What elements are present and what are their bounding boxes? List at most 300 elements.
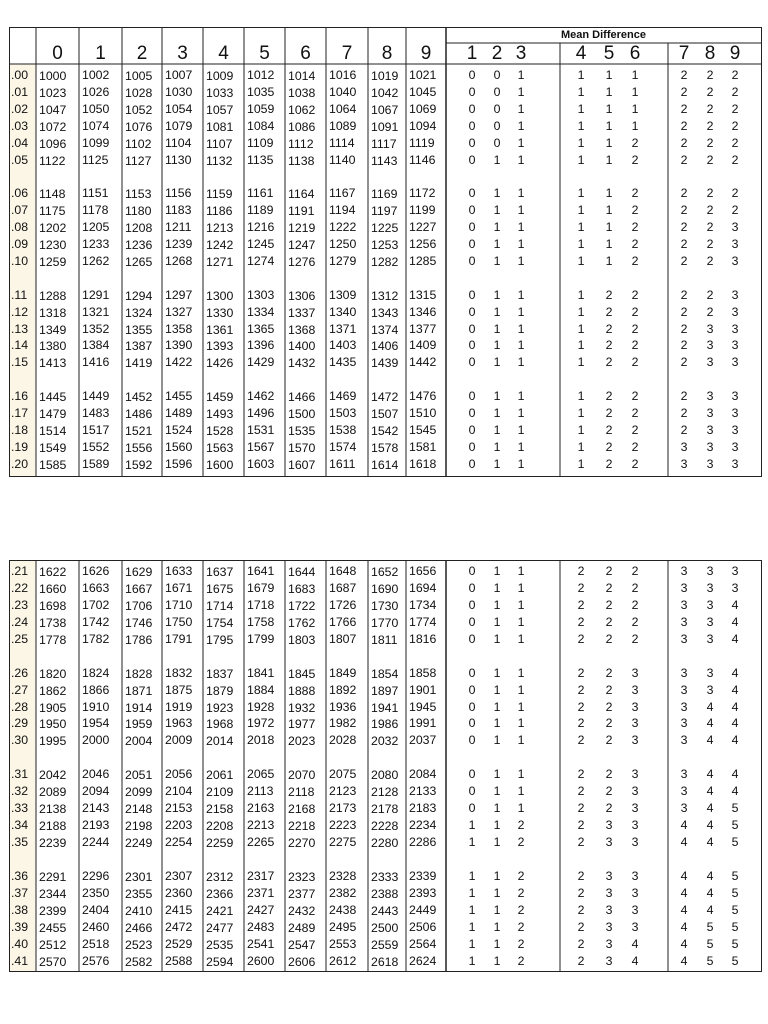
mean-difference-value: 1 bbox=[577, 203, 585, 218]
antilog-value: 1216 bbox=[247, 220, 275, 235]
mean-difference-value: 0 bbox=[468, 580, 476, 595]
mean-difference-value: 1 bbox=[517, 101, 525, 116]
antilog-value: 1897 bbox=[371, 683, 399, 698]
antilog-value: 1556 bbox=[125, 440, 153, 455]
column-header-0: 0 bbox=[52, 43, 63, 64]
row-label: .16 bbox=[11, 389, 29, 404]
antilog-value: 1419 bbox=[125, 356, 153, 371]
row-label: .29 bbox=[11, 716, 29, 731]
antilog-value: 1327 bbox=[165, 304, 193, 319]
antilog-value: 1052 bbox=[125, 102, 153, 117]
antilog-value: 1023 bbox=[39, 85, 67, 100]
antilog-value: 1698 bbox=[39, 598, 67, 613]
antilog-value: 2239 bbox=[39, 836, 67, 850]
mean-difference-value: 3 bbox=[680, 439, 688, 454]
column-header-1: 1 bbox=[95, 43, 106, 64]
antilog-value: 2307 bbox=[165, 869, 193, 884]
antilog-value: 1297 bbox=[165, 287, 193, 302]
row-label: .40 bbox=[11, 936, 29, 951]
antilog-value: 1656 bbox=[409, 564, 437, 578]
mean-difference-value: 1 bbox=[631, 68, 639, 82]
mean-difference-value: 1 bbox=[493, 682, 501, 697]
antilog-value: 2455 bbox=[39, 920, 67, 935]
mean-difference-value: 1 bbox=[605, 84, 613, 99]
antilog-value: 1365 bbox=[247, 321, 275, 336]
mean-difference-value: 1 bbox=[577, 253, 585, 268]
mean-difference-value: 2 bbox=[680, 253, 688, 268]
antilog-value: 1094 bbox=[409, 118, 437, 133]
mean-difference-value: 2 bbox=[680, 220, 688, 235]
column-header-5: 5 bbox=[259, 43, 270, 64]
mean-difference-value: 1 bbox=[577, 287, 585, 302]
mean-difference-value: 1 bbox=[517, 152, 525, 167]
antilog-value: 1199 bbox=[409, 203, 436, 218]
mean-difference-value: 1 bbox=[493, 869, 501, 884]
antilog-value: 1349 bbox=[39, 322, 67, 337]
antilog-value: 1766 bbox=[329, 614, 357, 629]
antilog-value: 1406 bbox=[371, 339, 399, 354]
mean-difference-value: 2 bbox=[680, 118, 688, 133]
mean-difference-value: 4 bbox=[731, 631, 739, 646]
row-label: .34 bbox=[11, 818, 29, 833]
mean-difference-value: 2 bbox=[706, 84, 714, 99]
antilog-value: 1256 bbox=[409, 237, 437, 251]
antilog-value: 2415 bbox=[165, 902, 193, 917]
mean-difference-value: 0 bbox=[468, 68, 476, 82]
mean-difference-value: 1 bbox=[517, 355, 525, 370]
antilog-value: 1306 bbox=[288, 288, 316, 303]
mean-difference-value: 3 bbox=[605, 886, 613, 900]
mean-difference-value: 1 bbox=[493, 936, 501, 951]
antilog-value: 1222 bbox=[329, 220, 357, 235]
antilog-value: 2032 bbox=[371, 734, 399, 749]
antilog-value: 1324 bbox=[125, 305, 153, 320]
antilog-value: 1687 bbox=[329, 580, 357, 595]
mean-difference-value: 1 bbox=[605, 203, 613, 218]
antilog-value: 1445 bbox=[39, 390, 67, 405]
mean-difference-value: 1 bbox=[577, 68, 585, 82]
antilog-value: 1585 bbox=[39, 457, 67, 472]
md-column-header-6: 6 bbox=[629, 43, 641, 64]
antilog-value: 1130 bbox=[165, 152, 192, 167]
antilog-value: 1318 bbox=[39, 305, 67, 320]
mean-difference-value: 3 bbox=[731, 287, 739, 302]
row-label: .26 bbox=[11, 665, 29, 680]
row-label: .19 bbox=[11, 439, 29, 454]
antilog-value: 1140 bbox=[329, 152, 356, 167]
antilog-value: 2014 bbox=[206, 734, 234, 749]
antilog-value: 1603 bbox=[247, 456, 275, 471]
antilog-value: 1000 bbox=[39, 69, 67, 83]
mean-difference-value: 1 bbox=[517, 631, 525, 646]
antilog-value: 1426 bbox=[206, 356, 234, 371]
mean-difference-value: 0 bbox=[468, 389, 476, 404]
mean-difference-value: 0 bbox=[493, 135, 501, 150]
row-label: .36 bbox=[11, 869, 29, 884]
antilog-value: 1542 bbox=[371, 423, 399, 438]
antilog-value: 1517 bbox=[82, 422, 110, 437]
mean-difference-value: 3 bbox=[706, 389, 714, 404]
mean-difference-value: 2 bbox=[680, 203, 688, 218]
mean-difference-value: 3 bbox=[631, 835, 639, 849]
mean-difference-value: 2 bbox=[706, 186, 714, 201]
antilog-value: 1778 bbox=[39, 632, 67, 647]
mean-difference-value: 5 bbox=[731, 953, 739, 968]
antilog-value: 1330 bbox=[206, 305, 234, 320]
row-label: .10 bbox=[11, 253, 29, 268]
mean-difference-value: 2 bbox=[731, 186, 739, 201]
antilog-value: 2000 bbox=[82, 733, 110, 748]
antilog-value: 1175 bbox=[39, 204, 66, 219]
mean-difference-value: 2 bbox=[577, 597, 585, 612]
mean-difference-value: 1 bbox=[493, 406, 501, 420]
mean-difference-value: 1 bbox=[468, 869, 476, 884]
antilog-value: 1259 bbox=[39, 254, 67, 269]
antilog-value: 2323 bbox=[288, 870, 316, 885]
antilog-value: 2449 bbox=[409, 902, 437, 917]
antilog-value: 1271 bbox=[206, 254, 234, 269]
mean-difference-value: 1 bbox=[517, 118, 525, 133]
antilog-value: 1148 bbox=[39, 187, 66, 202]
antilog-value: 1309 bbox=[329, 287, 357, 302]
antilog-value: 1991 bbox=[409, 716, 437, 731]
mean-difference-value: 1 bbox=[577, 118, 585, 133]
mean-difference-value: 2 bbox=[631, 597, 639, 612]
mean-difference-value: 3 bbox=[680, 614, 688, 629]
antilog-value: 1462 bbox=[247, 389, 275, 404]
antilog-value: 1042 bbox=[371, 85, 399, 100]
mean-difference-value: 1 bbox=[493, 338, 501, 353]
antilog-value: 2009 bbox=[165, 733, 193, 748]
antilog-value: 2472 bbox=[165, 919, 193, 934]
antilog-value: 1230 bbox=[39, 238, 67, 252]
row-label: .41 bbox=[11, 953, 29, 968]
mean-difference-value: 3 bbox=[731, 406, 739, 420]
antilog-value: 1340 bbox=[329, 304, 357, 319]
mean-difference-value: 4 bbox=[731, 597, 739, 612]
mean-difference-value: 4 bbox=[680, 869, 688, 884]
antilog-value: 1132 bbox=[206, 153, 233, 168]
antilog-value: 1169 bbox=[371, 187, 398, 202]
mean-difference-value: 0 bbox=[468, 287, 476, 302]
mean-difference-value: 4 bbox=[731, 614, 739, 629]
mean-difference-value: 2 bbox=[605, 801, 613, 816]
mean-difference-value: 1 bbox=[577, 152, 585, 167]
mean-difference-value: 1 bbox=[605, 152, 613, 167]
antilog-value: 1888 bbox=[288, 683, 316, 698]
antilog-value: 2541 bbox=[247, 936, 275, 951]
column-header-8: 8 bbox=[381, 43, 393, 64]
mean-difference-value: 2 bbox=[605, 439, 613, 454]
antilog-value: 1219 bbox=[288, 221, 316, 236]
mean-difference-value: 5 bbox=[706, 936, 714, 951]
mean-difference-value: 3 bbox=[706, 580, 714, 595]
mean-difference-value: 2 bbox=[577, 699, 585, 714]
mean-difference-value: 4 bbox=[706, 902, 714, 917]
antilog-value: 1795 bbox=[206, 632, 234, 647]
mean-difference-value: 0 bbox=[468, 631, 476, 646]
antilog-value: 2600 bbox=[247, 953, 275, 968]
antilog-value: 1233 bbox=[82, 237, 110, 251]
antilog-value: 2432 bbox=[288, 903, 316, 918]
antilog-value: 1413 bbox=[39, 356, 67, 371]
antilog-value: 1054 bbox=[165, 101, 193, 116]
antilog-value: 1845 bbox=[288, 666, 316, 681]
antilog-value: 1104 bbox=[165, 135, 192, 150]
mean-difference-value: 0 bbox=[468, 665, 476, 680]
antilog-table-top bbox=[9, 27, 762, 477]
mean-difference-value: 4 bbox=[680, 818, 688, 833]
antilog-value: 1334 bbox=[247, 304, 275, 319]
antilog-value: 1770 bbox=[371, 615, 399, 630]
mean-difference-value: 5 bbox=[731, 818, 739, 833]
row-label: .35 bbox=[11, 835, 29, 849]
mean-difference-value: 3 bbox=[731, 422, 739, 437]
antilog-value: 1854 bbox=[371, 666, 399, 681]
mean-difference-value: 2 bbox=[577, 767, 585, 782]
antilog-value: 2265 bbox=[247, 835, 275, 849]
antilog-value: 1016 bbox=[329, 68, 357, 82]
antilog-value: 2382 bbox=[329, 886, 357, 900]
row-label: .14 bbox=[11, 338, 29, 353]
antilog-value: 1205 bbox=[82, 220, 110, 235]
antilog-value: 1038 bbox=[288, 85, 316, 100]
mean-difference-value: 2 bbox=[706, 304, 714, 319]
antilog-value: 1452 bbox=[125, 390, 153, 405]
mean-difference-value: 2 bbox=[605, 406, 613, 420]
mean-difference-value: 2 bbox=[605, 631, 613, 646]
mean-difference-value: 3 bbox=[631, 767, 639, 782]
antilog-value: 2056 bbox=[165, 767, 193, 782]
mean-difference-value: 1 bbox=[517, 220, 525, 235]
antilog-value: 1905 bbox=[39, 700, 67, 715]
mean-difference-value: 2 bbox=[631, 614, 639, 629]
antilog-value: 1489 bbox=[165, 406, 193, 420]
mean-difference-value: 2 bbox=[605, 338, 613, 353]
mean-difference-value: 3 bbox=[605, 818, 613, 833]
mean-difference-value: 2 bbox=[605, 321, 613, 336]
mean-difference-value: 2 bbox=[631, 631, 639, 646]
mean-difference-value: 0 bbox=[468, 338, 476, 353]
antilog-value: 2466 bbox=[125, 920, 153, 935]
row-label: .15 bbox=[11, 355, 29, 370]
antilog-value: 1439 bbox=[371, 356, 399, 371]
mean-difference-value: 2 bbox=[605, 564, 613, 578]
antilog-value: 2286 bbox=[409, 835, 437, 849]
antilog-value: 1112 bbox=[288, 136, 314, 151]
antilog-value: 1521 bbox=[125, 423, 153, 438]
antilog-value: 2371 bbox=[247, 886, 275, 900]
mean-difference-value: 5 bbox=[731, 835, 739, 849]
mean-difference-value: 1 bbox=[493, 237, 501, 251]
antilog-value: 1923 bbox=[206, 700, 234, 715]
antilog-value: 1629 bbox=[125, 565, 153, 579]
antilog-value: 2438 bbox=[329, 902, 357, 917]
mean-difference-value: 4 bbox=[631, 953, 639, 968]
mean-difference-value: 2 bbox=[577, 869, 585, 884]
mean-difference-value: 0 bbox=[493, 84, 501, 99]
antilog-value: 1225 bbox=[371, 221, 399, 236]
antilog-value: 1892 bbox=[329, 682, 357, 697]
row-label: .09 bbox=[11, 237, 29, 251]
antilog-value: 2070 bbox=[288, 768, 316, 783]
mean-difference-value: 1 bbox=[493, 597, 501, 612]
row-label: .08 bbox=[11, 220, 29, 235]
mean-difference-value: 4 bbox=[706, 733, 714, 748]
antilog-value: 1236 bbox=[125, 238, 153, 252]
antilog-value: 1954 bbox=[82, 716, 110, 731]
mean-difference-value: 2 bbox=[631, 135, 639, 150]
antilog-value: 1858 bbox=[409, 665, 437, 680]
antilog-value: 1500 bbox=[288, 407, 316, 421]
mean-difference-value: 3 bbox=[731, 304, 739, 319]
mean-difference-value: 1 bbox=[577, 321, 585, 336]
mean-difference-value: 3 bbox=[731, 253, 739, 268]
antilog-value: 1570 bbox=[288, 440, 316, 455]
antilog-value: 1262 bbox=[82, 253, 110, 268]
antilog-value: 1496 bbox=[247, 406, 275, 420]
antilog-value: 1164 bbox=[288, 187, 315, 202]
antilog-value: 1282 bbox=[371, 254, 399, 269]
antilog-value: 2254 bbox=[165, 835, 193, 849]
mean-difference-value: 1 bbox=[577, 406, 585, 420]
antilog-value: 1545 bbox=[409, 422, 437, 437]
md-column-header-9: 9 bbox=[729, 43, 741, 64]
mean-difference-value: 1 bbox=[577, 439, 585, 454]
antilog-value: 1849 bbox=[329, 665, 357, 680]
antilog-value: 2163 bbox=[247, 801, 275, 816]
row-label: .03 bbox=[11, 118, 29, 133]
mean-difference-value: 1 bbox=[468, 953, 476, 968]
antilog-value: 2218 bbox=[288, 819, 316, 834]
mean-difference-value: 2 bbox=[631, 355, 639, 370]
mean-difference-value: 1 bbox=[517, 564, 525, 578]
mean-difference-value: 1 bbox=[517, 767, 525, 782]
mean-difference-value: 0 bbox=[468, 135, 476, 150]
antilog-value: 1552 bbox=[82, 439, 110, 454]
mean-difference-value: 3 bbox=[680, 733, 688, 748]
antilog-value: 1972 bbox=[247, 716, 275, 731]
mean-difference-value: 2 bbox=[706, 135, 714, 150]
antilog-value: 2317 bbox=[247, 869, 275, 884]
mean-difference-value: 1 bbox=[517, 406, 525, 420]
mean-difference-value: 1 bbox=[631, 101, 639, 116]
antilog-value: 2564 bbox=[409, 936, 437, 951]
antilog-value: 1483 bbox=[82, 406, 110, 420]
antilog-value: 1690 bbox=[371, 581, 399, 596]
mean-difference-value: 1 bbox=[493, 919, 501, 934]
antilog-value: 2173 bbox=[329, 801, 357, 816]
antilog-value: 1213 bbox=[206, 221, 234, 236]
antilog-value: 1189 bbox=[247, 203, 274, 218]
antilog-table-bottom bbox=[9, 560, 762, 972]
antilog-value: 1380 bbox=[39, 339, 67, 354]
row-label: .31 bbox=[11, 767, 29, 782]
mean-difference-value: 1 bbox=[517, 389, 525, 404]
antilog-value: 1567 bbox=[247, 439, 275, 454]
mean-difference-value: 1 bbox=[493, 152, 501, 167]
row-label: .12 bbox=[11, 304, 29, 319]
mean-difference-value: 2 bbox=[577, 953, 585, 968]
mean-difference-value: 2 bbox=[706, 118, 714, 133]
mean-difference-value: 1 bbox=[517, 321, 525, 336]
antilog-value: 1574 bbox=[329, 439, 357, 454]
antilog-value: 2028 bbox=[329, 733, 357, 748]
antilog-value: 2518 bbox=[82, 936, 110, 951]
antilog-value: 1799 bbox=[247, 631, 275, 646]
mean-difference-value: 2 bbox=[680, 406, 688, 420]
antilog-value: 1600 bbox=[206, 457, 234, 472]
mean-difference-value: 1 bbox=[577, 456, 585, 471]
mean-difference-value: 3 bbox=[680, 784, 688, 799]
mean-difference-value: 3 bbox=[680, 456, 688, 471]
antilog-value: 1702 bbox=[82, 597, 110, 612]
mean-difference-value: 1 bbox=[493, 186, 501, 201]
antilog-value: 1180 bbox=[125, 204, 152, 219]
antilog-value: 1816 bbox=[409, 631, 437, 646]
mean-difference-value: 4 bbox=[706, 801, 714, 816]
mean-difference-value: 1 bbox=[493, 902, 501, 917]
antilog-value: 1178 bbox=[82, 203, 109, 218]
mean-difference-value: 5 bbox=[731, 919, 739, 934]
mean-difference-value: 2 bbox=[631, 338, 639, 353]
antilog-value: 1002 bbox=[82, 68, 110, 82]
mean-difference-value: 1 bbox=[517, 203, 525, 218]
antilog-value: 1871 bbox=[125, 683, 153, 698]
mean-difference-value: 3 bbox=[631, 869, 639, 884]
mean-difference-value: 2 bbox=[631, 422, 639, 437]
antilog-value: 1288 bbox=[39, 288, 67, 303]
row-label: .18 bbox=[11, 422, 29, 437]
mean-difference-value: 2 bbox=[577, 936, 585, 951]
mean-difference-value: 4 bbox=[731, 665, 739, 680]
mean-difference-value: 3 bbox=[706, 631, 714, 646]
mean-difference-value: 2 bbox=[577, 784, 585, 799]
mean-difference-value: 2 bbox=[631, 321, 639, 336]
antilog-value: 1837 bbox=[206, 666, 234, 681]
mean-difference-value: 2 bbox=[577, 716, 585, 731]
mean-difference-value: 2 bbox=[731, 203, 739, 218]
mean-difference-value: 1 bbox=[517, 699, 525, 714]
antilog-value: 1057 bbox=[206, 102, 234, 117]
antilog-value: 1786 bbox=[125, 632, 153, 647]
mean-difference-value: 2 bbox=[605, 355, 613, 370]
mean-difference-value: 2 bbox=[680, 338, 688, 353]
mean-difference-value: 0 bbox=[468, 699, 476, 714]
mean-difference-value: 2 bbox=[631, 304, 639, 319]
antilog-value: 2046 bbox=[82, 767, 110, 782]
row-label: .30 bbox=[11, 733, 29, 748]
mean-difference-value: 0 bbox=[468, 84, 476, 99]
antilog-value: 1276 bbox=[288, 254, 316, 269]
mean-difference-value: 2 bbox=[731, 84, 739, 99]
antilog-value: 2244 bbox=[82, 835, 110, 849]
mean-difference-value: 1 bbox=[517, 614, 525, 629]
antilog-value: 1081 bbox=[206, 119, 234, 134]
antilog-value: 2460 bbox=[82, 919, 110, 934]
antilog-value: 2312 bbox=[206, 870, 234, 885]
mean-difference-value: 2 bbox=[605, 580, 613, 595]
antilog-value: 2477 bbox=[206, 920, 234, 935]
mean-difference-value: 1 bbox=[493, 665, 501, 680]
mean-difference-value: 1 bbox=[517, 135, 525, 150]
row-label: .33 bbox=[11, 801, 29, 816]
mean-difference-value: 1 bbox=[517, 456, 525, 471]
antilog-value: 1019 bbox=[371, 69, 399, 83]
antilog-value: 1538 bbox=[329, 422, 357, 437]
antilog-value: 2123 bbox=[329, 784, 357, 799]
antilog-value: 2228 bbox=[371, 819, 399, 834]
